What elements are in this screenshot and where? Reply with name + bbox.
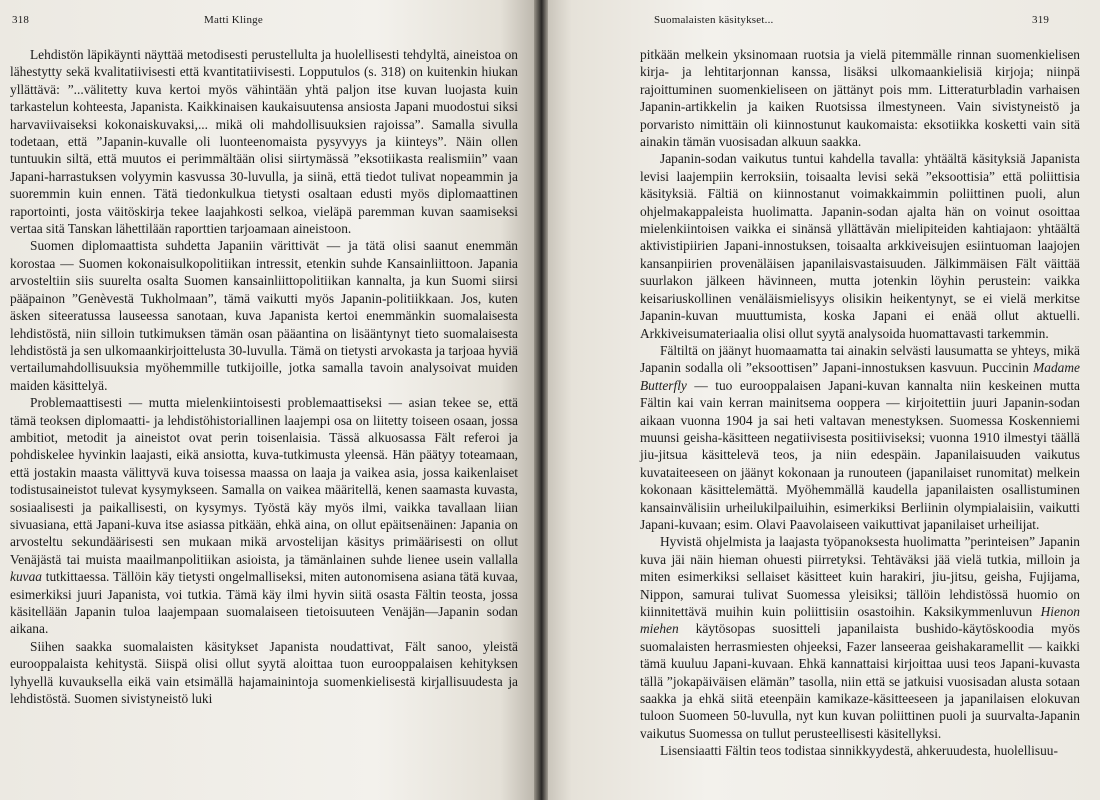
running-head: Suomalaisten käsitykset... [654, 14, 774, 26]
paragraph: Hyvistä ohjelmista ja laajasta työpanoksesta huolimatta ”perinteisen” Japanin kuva jäi näin hieman ohuesti piirretyksi. Tehtäväksi jää vielä tutkia, milloin ja miten esimerkiksi sellaiset käsitteet kuin harakiri, jiu-jitsu, geisha, Fujijama, Nippon, samurai tulivat Suomessa yleisiksi; tällöin lehdistössä huomio on kiinnitettävä muihin kuin poliittisiin osastoihin. Kaksikymmenluvun Hienon miehen käytösopas suositteli japanilaista bushido-käytöskoodia myös suomalaisten herrasmiesten ohjeeksi, Fazer lanseeraa geishakaramellit — kaikki tämä kuuluu Japani-kuvaan. Ehkä kannattaisi kirjoittaa uusi teos Japani-kuvasta tällä ”jokapäiväisen elämän” tasolla, niin että se jatkuisi vuosisadan alusta sotaan saakka ja ehkä siitä eteenpäin kamikaze-käsitteeseen ja japanilaisen elokuvan tuloon Suomeen 50-luvulla, nyt kun kuvan poliittinen puoli ja suurvalta-Japanin vaikutus Suomessa on tullut perusteellisesti käsitellyksi. [640, 534, 1080, 741]
page-number: 319 [1032, 14, 1050, 26]
paragraph: Suomen diplomaattista suhdetta Japaniin värittivät — ja tätä olisi saanut enemmän korostaa — Suomen kokonaisulkopolitiikan intressit, etenkin suhde Kansainliittoon. Japania arvosteltiin siis suurelta osalta Suomen kansainliittopolitiikan kannalta, ja kun Suomi siirsi pääpainon ”Genèvestä Tukholmaan”, tämä vaikutti myös Japanin-politiikkaan. Jos, kuten äsken siteeratussa lauseessa sanotaan, kuva Japanista kertoi enemmänkin suomalaisesta lehdistöstä, niin silloin tutkimuksen tämän osan pääantina on lisääntynyt tieto suomalaisesta lehdistöstä ja sen ulkomaankirjoittelusta 30-luvulla. Tämä on tietysti arvokasta ja tarjoaa hyviä vertailumahdollisuuksia myöhemmille tutkijoille, jotka samalla tavoin analysoivat muiden maiden käsittelyä. [10, 238, 518, 393]
paragraph: Problemaattisesti — mutta mielenkiintoisesti problemaattiseksi — asian tekee se, että tämä teoksen diplomaatti- ja lehdistöhistoriallinen laajempi osa on liitetty toiseen osaan, jossa ambitiot, metodit ja aineistot ovat perin toisenlaisia. Tässä alkuosassa Fält referoi ja pohdiskelee hyvinkin laajasti, eikä ansiotta, kuva-tutkimusta yleensä. Hän päätyy toteamaan, että jostakin maasta välittyvä kuva toisessa maassa on laaja ja vaikea asia, jossa kaikenlaiset todistusaineistot tulevat kysymykseen. Samalla on vaikea määritellä, kenen saamasta kuvasta, sosiaalisesti ja paikallisesti, on kysymys. Työstä käy myös ilmi, vaikka tavallaan liian sivuasiana, että Japani-kuva itse asiassa pitkään, ehkä aina, on ollut epäitsenäinen: Japania on arvosteltu sekundäärisesti sen mukaan mikä arvostelijan käsitys primäärisesti on ollut Venäjästä tai muista maailmanpolitiikan asioista, ja tämänlainen suhde lienee usein vallalla kuvaa tutkittaessa. Tällöin käy tietysti ongelmalliseksi, miten autonomisena asiana tätä kuvaa, esimerkiksi juuri Japanista, voi tutkia. Tämä käy ilmi hyvin siitä osasta Fältin teosta, jossa käsitellään Japanin tuloa laajempaan suomalaiseen tietoisuuteen Venäjän—Japanin sodan aikana. [10, 395, 518, 637]
paragraph: Fältiltä on jäänyt huomaamatta tai ainakin selvästi lausumatta se yhteys, mikä Japanin sodalla oli ”eksoottisen” Japani-innostuksen kasvuun. Puccinin Madame Butterfly — tuo eurooppalaisen Japani-kuvan kannalta niin keskeinen mutta Fältin kai vain kerran mainitsema ooppera — kirjoitettiin juuri Japanin-sodan aikaan vuonna 1904 ja sai heti valtavan menestyksen. Suomessa Koskenniemi muunsi geisha-käsitteen negatiivisesta positiiviseksi; vuonna 1910 ilmestyi täällä jiu-jitsua käsittelevä teos, ja niin edespäin. Japanilaisuuden vaikutus kuvataiteeseen on jäänyt kokonaan ja runouteen (japanilaiset runomitat) melkein kokonaan käsittelemättä. Myöhemmällä kaudella japanilaisten osallistuminen kansainvälisiin urheilukilpailuihin, esimerkiksi Berliinin olympialaisiin, vaikutti Japani-kuvaan; esim. Olavi Paavolaiseen vaikuttivat japanilaiset urheilijat. [640, 342, 1080, 532]
book-gutter [534, 0, 548, 800]
left-page-header [8, 14, 524, 44]
right-page-header [640, 14, 1092, 44]
paragraph: pitkään melkein yksinomaan ruotsia ja vielä pitemmälle rinnan suomenkielisen kirja- ja lehtitarjonnan kanssa, lisäksi ulkomaankielisiä kirjoja; niinpä rajoittuminen suomenkieliseen on jättänyt pois mm. Litteraturbladin varhaisen Japanin-artikkelin ja kaiken Ruotsissa ilmestyneen. Vain sivistyneistö ja porvaristo nimittäin oli kiinnostunut kaukomaista: eksotiikka kosketti vain sitä ainakin tämän vuosisadan alkuun saakka. [640, 47, 1080, 150]
left-page-body [8, 46, 518, 707]
paragraph: Lehdistön läpikäynti näyttää metodisesti perustellulta ja huolellisesti tehdyltä, aineistoa on lähestytty sekä kvalitatiivisesti että kvantitatiivisesti. Lopputulos (s. 318) on kuitenkin hiukan yllättävä: ”...välitetty kuva kertoi myös vähintään yhtä paljon itse kuvan luojasta kuin tarkastelun kohteesta, Japanista. Kaikkinaisen kaukaisuutensa ansiosta Japani muodostui siksi harvaviivaiseksi kokonaiskuvaksi,... mikä oli mahdollisuuksien rajoissa”. Samalla sivulla todetaan, että ”Japanin-kuvalle oli luonteenomaista pysyvyys ja kiinteys”. Näin ollen tuntuukin siltä, että muutos ei perimmältään olisi siirtymässä ”eksotiikasta realismiin” vaan Japani-harrastuksen volyymin kasvussa 30-luvulla, ja siinä, että tiedot tulivat nopeammin ja suoremmin kuin ennen. Tätä tiedonkulkua tietysti osaltaan edusti myös diplomaattinen raportointi, josta väitöskirja tekee laajahkosti selkoa, vieläpä paremman kuvan saamiseksi vertaa sitä Tanskan lähettilään raporttien tarjoamaan aineistoon. [10, 47, 518, 237]
running-head: Matti Klinge [204, 14, 263, 26]
right-page-body [640, 46, 1080, 760]
left-page [0, 0, 538, 800]
right-page [538, 0, 1100, 800]
page-number: 318 [12, 14, 30, 26]
paragraph: Japanin-sodan vaikutus tuntui kahdella tavalla: yhtäältä käsityksiä Japanista levisi laajempiin kerroksiin, toisaalta levisi sekä ”eksoottisia” että poliittisia käsityksiä. Fältiä on kiinnostanut voimakkaimmin poliittinen puoli, alun ohjelmakappaleista huolimatta. Japanin-sodan ajalta hän on voinut osoittaa mielenkiintoisen vaikka ei sinänsä yllättävän mielipiteiden kahtiajaon: yhtäältä aktivistipiirien Japani-innostuksen, toisaalta arkkiveisujen esiintuoman laajojen kansanpiirien provenäläisen japanilaisvastaisuuden. Jälkimmäisen Fält väittää suurlakon jälkeen hävinneen, mutta jotenkin löyhin perustein: vaikka keisariuskollinen venäläismielisyys olisikin heikentynyt, se ei vielä merkitse Japanin-kuvan muuttumista, koska Japani ei enää ollut aktuelli. Arkkiveisumateriaalia olisi ollut syytä analysoida huomattavasti tarkemmin. [640, 151, 1080, 341]
paragraph: Lisensiaatti Fältin teos todistaa sinnikkyydestä, ahkeruudesta, huolellisuu- [660, 743, 1058, 759]
paragraph: Siihen saakka suomalaisten käsitykset Japanista noudattivat, Fält sanoo, yleistä eurooppalaista kehitystä. Siispä olisi ollut syytä aloittaa tuon eurooppalaisen kehityksen lyhyellä kuvauksella eikä vain etsimällä hajamainintoja suomenkielisestä kirjallisuudesta ja lehdistöstä. Suomen sivistyneistö luki [10, 638, 518, 707]
